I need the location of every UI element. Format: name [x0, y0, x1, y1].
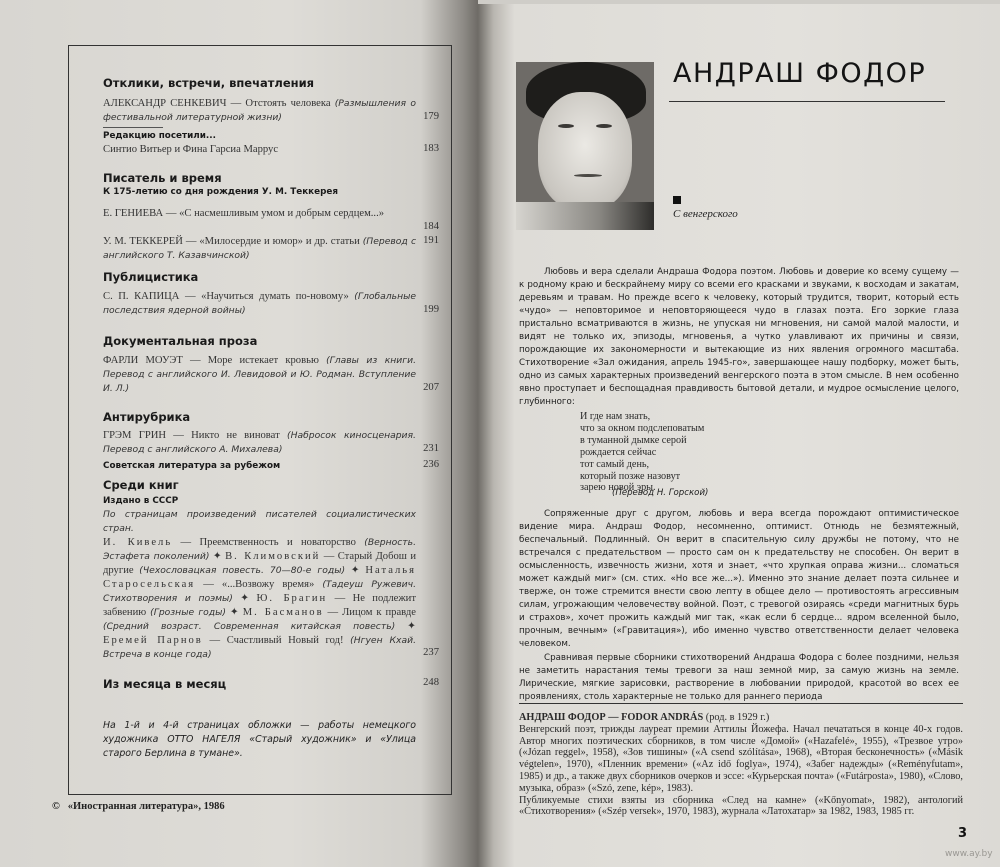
article-paragraph: Любовь и вера сделали Андраша Фодора поэтом. Любовь и доверие ко всему сущему — к родному краю и бескрайнему миру со всеми его красками и звуками, к восходам и закатам, деревьям и травам. Но прежде всего к человеку, который трудится, творит, который есть «чудо» — неповторимое и неповторяющееся чудо в глазах поэта. Его зоркие глаза пристально всматриваются в жизнь, не упуская ни мгновения, ни самой малой малости, и видят не только их, эпизоды, мгновенья, а чутко улавливают их причины и связи, порождающие их закономерности и вытекающие из них явления огромного масштаба. Стихотворение «Зал ожидания, апрель 1945-го», завершающее нашу подборку, может быть, одно из самых характерных произведений венгерского поэта в этом смысле. В нем особенно явно проступает и беспощадная правдивость бытовой детали, и мудрое осмысление целого, глубинного: — [519, 267, 959, 408]
star-separator-icon: ✦ — [232, 593, 257, 604]
poem-excerpt — [580, 411, 704, 494]
toc-page-number: 184 — [423, 221, 439, 232]
poem-line: зарею новой эры. — [580, 482, 656, 494]
review-title[interactable]: — «...Возвожу время» — [195, 579, 323, 590]
toc-reviews-list — [103, 536, 416, 662]
article-paragraph: Сравнивая первые сборники стихотворений Андраша Фодора с более поздними, нельзя не заметить нарастания темы тревоги за наш земной мир, за самую жизнь на земле. Лирические, мягкие зарисовки, растворение в любовании природой, красотой во всех ее проявлениях, столь характерные не только для раннего периода — [519, 652, 959, 702]
review-note: (Верность. Эстафета поколений) — [103, 537, 416, 562]
toc-section-title: Публицистика — [103, 270, 199, 284]
review-author: И. Кивель — [103, 537, 173, 548]
toc-entry[interactable]: АЛЕКСАНДР СЕНКЕВИЧ — Отстоять человека (Размышления о фестивальной литературной жизни) — [103, 98, 417, 123]
copyright: © «Иностранная литература», 1986 — [52, 801, 225, 812]
toc-page-number: 179 — [423, 111, 439, 122]
bio-rule — [519, 703, 963, 704]
review-note: (Средний возраст. Современная китайская повесть) — [103, 621, 396, 632]
toc-section-title[interactable]: Из месяца в месяц — [103, 677, 227, 691]
bio-source: Публикуемые стихи взяты из сборника «След на камне» («Kőnyomat», 1982), антологий «Стихотворения» («Szép versek», 1970, 1983), журнала «Латохатар» за 1982, 1983, 1985 гг. — [519, 794, 963, 818]
review-title[interactable]: — Не подлежит забвению — [103, 593, 416, 618]
left-page — [0, 0, 478, 867]
article-body-part1 — [519, 266, 959, 410]
poem-line: в туманной дымке серой — [580, 434, 687, 446]
square-bullet-icon — [673, 196, 681, 204]
cover-note: На 1-й и 4-й страницах обложки — работы немецкого художника ОТТО НАГЕЛЯ «Старый художник» и «Улица старого Берлина в тумане». — [103, 720, 416, 759]
poem-line: И где нам знать, — [580, 411, 651, 422]
toc-page-number: 191 — [423, 235, 439, 246]
table-of-contents — [68, 45, 452, 795]
bio-text: Венгерский поэт, трижды лауреат премии Аттилы Йожефа. Начал печататься в конце 40-х годов. Автор многих поэтических сборников, в том числе «Домой» («Hazafelé», 1955), «Трезвое утро» («Józan reggel», 1958), «Зов тишины» («A csend szólítása», 1968), «Вторая бесконечность» («Másik végtelen», 1970), «Пленник времени» («Az idő foglya», 1974), «Забег надежды» («Reményfutam», 1985) и др., а также двух сборников очерков и эссе: «Курьерская почта» («Futárposta», 1980), «Слово, музыка, образ» («Szó, zene, kép», 1983). — [519, 723, 963, 794]
star-separator-icon: ✦ — [225, 607, 243, 618]
separator — [103, 127, 163, 128]
toc-section-title: Антирубрика — [103, 410, 191, 424]
review-author: М. Басманов — [242, 607, 324, 618]
review-author: В. Климовский — [225, 551, 321, 562]
toc-page-number: 207 — [423, 382, 439, 393]
toc-page-number: 236 — [423, 459, 439, 470]
toc-section-title: Писатель и время — [103, 171, 222, 185]
review-note: (Тадеуш Ружевич. Стихотворения и поэмы) — [103, 579, 416, 604]
review-note: (Нгуен Кхай. Встреча в конце года) — [103, 635, 416, 660]
author-bio: АНДРАШ ФОДОР — FODOR ANDRÁS (род. в 1929 г.) Венгерский поэт, трижды лауреат премии Аттилы Йожефа. Начал печататься в конце 40-х годов. Автор многих поэтических сборников, в том числе «Домой» («Hazafelé», 1955), «Трезвое утро» («Józan reggel», 1958), «Зов тишины» («A csend szólítása», 1968), «Вторая бесконечность» («Másik végtelen», 1970), «Пленник времени» («Az idő foglya», 1974), «Забег надежды» («Reményfutam», 1985) и др., а также двух сборников очерков и эссе: «Курьерская почта» («Futárposta», 1980), «Слово, музыка, образ» («Szó, zene, kép», 1983). Публикуемые стихи взяты из сборника «След на камне» («Kőnyomat», 1982), антологий «Стихотворения» («Szép versek», 1970, 1983), журнала «Латохатар» за 1982, 1983, 1985 гг. — [519, 712, 963, 818]
poem-line: что за окном подслеповатым — [580, 422, 705, 434]
toc-entry[interactable]: Е. ГЕНИЕВА — «С насмешливым умом и добрым сердцем...» — [103, 208, 385, 219]
review-note: (Грозные годы) — [150, 607, 226, 618]
toc-intro: По страницам произведений писателей социалистических стран. — [103, 509, 416, 534]
toc-subsection-title[interactable]: Советская литература за рубежом — [103, 461, 281, 471]
toc-entry[interactable]: Синтио Витьер и Фина Гарсиа Маррус — [103, 144, 279, 155]
toc-page-number: 183 — [423, 143, 439, 154]
star-separator-icon: ✦ — [209, 551, 226, 562]
toc-section-title: Документальная проза — [103, 334, 258, 348]
review-note: (Чехословацкая повесть. 70—80-е годы) — [139, 565, 346, 576]
toc-page-number: 199 — [423, 304, 439, 315]
watermark: www.ay.by — [945, 849, 993, 859]
poem-line: рождается сейчас — [580, 446, 657, 458]
star-separator-icon: ✦ — [345, 565, 366, 576]
review-title[interactable]: — Лицом к правде — [323, 607, 416, 618]
page-number: 3 — [958, 826, 968, 841]
poem-line: который позже назовут — [580, 470, 681, 482]
toc-entry[interactable]: ГРЭМ ГРИН — Никто не виноват (Набросок киносценария. Перевод с английского А. Михалева) — [103, 430, 416, 455]
review-author: Еремей Парнов — [103, 635, 203, 646]
toc-section-title: Среди книг — [103, 478, 179, 492]
review-author: Ю. Брагин — [256, 593, 328, 604]
star-separator-icon: ✦ — [395, 621, 416, 632]
review-title[interactable]: — Преемственность и новаторство — [172, 537, 365, 548]
toc-subsection-title: Издано в СССР — [103, 496, 179, 506]
toc-page-number: 237 — [423, 647, 439, 658]
toc-section-title: Отклики, встречи, впечатления — [103, 76, 315, 90]
article-title: АНДРАШ ФОДОР — [673, 58, 927, 89]
title-rule — [669, 101, 945, 102]
review-title[interactable]: — Старый Добош и другие — [103, 551, 416, 576]
translated-from: С венгерского — [673, 208, 738, 220]
poem-credit: (Перевод Н. Горской) — [612, 488, 709, 498]
article-body-part2 — [519, 508, 959, 704]
article-paragraph: Сопряженные друг с другом, любовь и вера всегда порождают оптимистическое видение мира. Андраш Фодор, несомненно, оптимист. Отнюдь не безмятежный, беспечальный. Подлинный. Он верит в спасительную силу дружбы не потому, что не встречался с предательством — просто сам он к предательству не способен. Он верит в осмысленность, извечность жизни, хотя и знает, «что хрупкая оправа жизни... сломаться может каждый миг» (см. стих. «Но все же...»). Именно это знание делает поэта сильнее и тверже, он тоже стремится внести свою лепту в общее дело — противостоять агрессивным силам, угрожающим человечеству войной. Поэт, с тревогой озираясь «среди магнитных бурь и страхов», хочет прожить каждый миг так, «как если б сердце... ядром вселенной было, прочным, вечным» («Гравитация»), ибо именно чувство ответственности делает человека человеком. — [519, 509, 959, 650]
toc-entry[interactable]: У. М. ТЕККЕРЕЙ — «Милосердие и юмор» и др. статьи (Перевод с английского Т. Казавчинской) — [103, 236, 416, 261]
toc-page-number: 231 — [423, 443, 439, 454]
toc-page-number: 248 — [423, 677, 439, 688]
bio-heading: АНДРАШ ФОДОР — FODOR ANDRÁS — [519, 712, 704, 723]
toc-entry[interactable]: ФАРЛИ МОУЭТ — Море истекает кровью (Главы из книги. Перевод с английского И. Левидовой и Ю. Родман. Вступление И. Л.) — [103, 355, 416, 394]
author-portrait — [516, 62, 654, 230]
poem-line: тот самый день, — [580, 458, 650, 470]
review-author: Наталья Старосельская — [103, 565, 416, 590]
toc-subsection-title: Редакцию посетили... — [103, 131, 216, 141]
toc-entry[interactable]: С. П. КАПИЦА — «Научиться думать по-новому» (Глобальные последствия ядерной войны) — [103, 291, 416, 316]
review-title[interactable]: — Счастливый Новый год! — [202, 635, 351, 646]
toc-subsection-title: К 175-летию со дня рождения У. М. Теккерея — [103, 187, 339, 197]
